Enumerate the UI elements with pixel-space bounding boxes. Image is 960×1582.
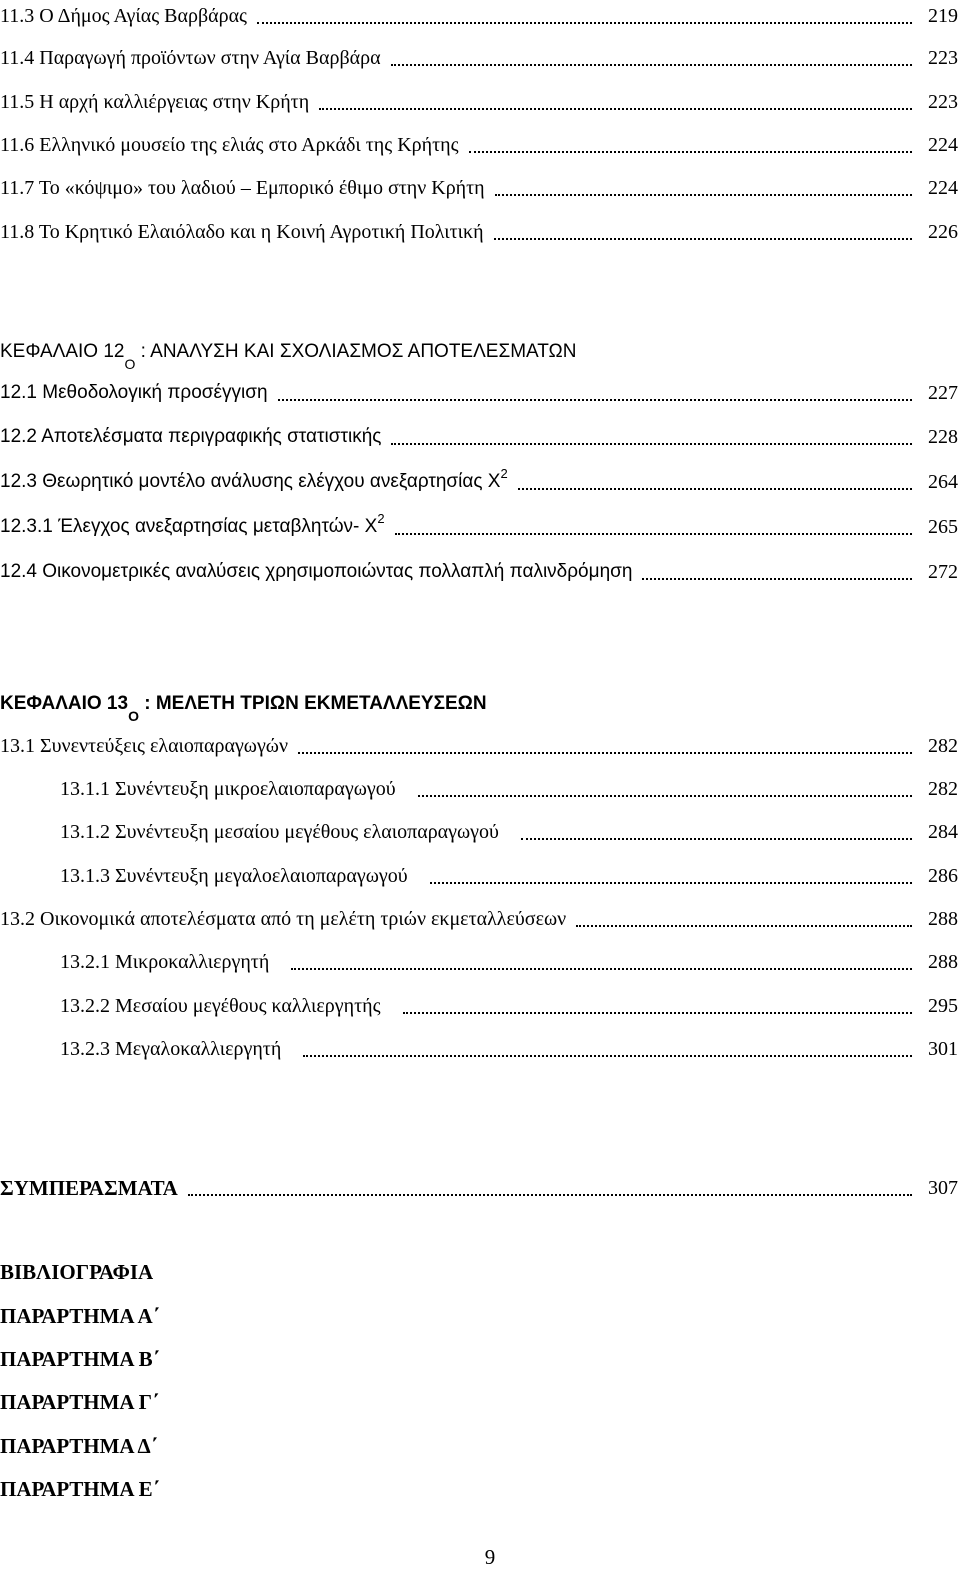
toc-entry-title: 12.3 Θεωρητικό μοντέλο ανάλυσης ελέγχου ανεξαρτησίας $X^2$ xyxy=(0,466,508,492)
toc-entry-page: 265 xyxy=(928,516,958,538)
chapter-title: : ΜΕΛΕΤΗ ΤΡΙΩΝ ΕΚΜΕΤΑΛΛΕΥΣΕΩΝ xyxy=(144,693,487,714)
toc-entry-page: 264 xyxy=(928,471,958,493)
toc-entry-13-1-2[interactable] xyxy=(0,816,960,844)
dot-leader xyxy=(291,968,912,970)
toc-entry-title: 13.2.3 Μεγαλοκαλλιεργητή xyxy=(60,1038,282,1060)
toc-entry-page: 219 xyxy=(928,5,958,27)
toc-entry-11-3[interactable] xyxy=(0,0,960,28)
dot-leader xyxy=(642,578,912,580)
toc-entry-page: 224 xyxy=(928,134,958,156)
dot-leader xyxy=(303,1055,912,1057)
toc-appendix-a[interactable]: ΠΑΡΑΡΤΗΜΑ Α΄ xyxy=(0,1304,160,1328)
toc-entry-title: 11.5 Η αρχή καλλιέργειας στην Κρήτη xyxy=(0,91,310,113)
toc-entry-13-1-1[interactable] xyxy=(0,773,960,801)
toc-entry-title: 13.1.2 Συνέντευξη μεσαίου μεγέθους ελαιοπαραγωγού xyxy=(60,821,499,843)
toc-entry-13-2[interactable] xyxy=(0,903,960,931)
toc-entry-title: 11.7 Το «κόψιμο» του λαδιού – Εμπορικό έθιμο στην Κρήτη xyxy=(0,177,485,199)
page-number: 9 xyxy=(484,1545,496,1569)
toc-entry-12-1[interactable] xyxy=(0,377,960,405)
chapter-12-heading[interactable]: ΚΕΦΑΛΑΙΟ 12 Ο : ΑΝΑΛΥΣΗ ΚΑΙ ΣΧΟΛΙΑΣΜΟΣ ΑΠΟΤΕΛΕΣΜΑΤΩΝ xyxy=(0,341,577,372)
toc-entry-11-7[interactable] xyxy=(0,172,960,200)
dot-leader xyxy=(430,882,912,884)
chapter-title: : ΑΝΑΛΥΣΗ ΚΑΙ ΣΧΟΛΙΑΣΜΟΣ ΑΠΟΤΕΛΕΣΜΑΤΩΝ xyxy=(140,341,577,362)
toc-entry-page: 288 xyxy=(928,951,958,973)
dot-leader xyxy=(391,443,912,445)
toc-entry-title: 13.1.1 Συνέντευξη μικροελαιοπαραγωγού xyxy=(60,778,396,800)
chapter-prefix: ΚΕΦΑΛΑΙΟ 12 xyxy=(0,341,125,362)
toc-entry-title: 12.4 Οικονομετρικές αναλύσεις χρησιμοποιώντας πολλαπλή παλινδρόμηση xyxy=(0,561,633,582)
toc-entry-title: 11.3 Ο Δήμος Αγίας Βαρβάρας xyxy=(0,5,247,27)
toc-appendix-d[interactable]: ΠΑΡΑΡΤΗΜΑ Δ΄ xyxy=(0,1434,158,1458)
toc-entry-title: 11.4 Παραγωγή προϊόντων στην Αγία Βαρβάρα xyxy=(0,47,381,69)
toc-entry-11-4[interactable] xyxy=(0,42,960,70)
dot-leader xyxy=(469,151,913,153)
toc-entry-title: 13.2.2 Μεσαίου μεγέθους καλλιεργητής xyxy=(60,995,381,1017)
dot-leader xyxy=(278,399,912,401)
toc-entry-12-3[interactable] xyxy=(0,466,960,494)
toc-entry-page: 223 xyxy=(928,47,958,69)
toc-entry-12-4[interactable] xyxy=(0,556,960,584)
dot-leader xyxy=(518,488,912,490)
toc-entry-title: ΣΥΜΠΕΡΑΣΜΑΤΑ xyxy=(0,1176,178,1200)
toc-entry-page: 228 xyxy=(928,426,958,448)
toc-entry-title: 13.2.1 Μικροκαλλιεργητή xyxy=(60,951,270,973)
dot-leader xyxy=(257,22,912,24)
dot-leader xyxy=(418,795,912,797)
toc-entry-11-8[interactable] xyxy=(0,216,960,244)
toc-entry-page: 224 xyxy=(928,177,958,199)
toc-entry-page: 307 xyxy=(928,1177,958,1199)
chapter-prefix: ΚΕΦΑΛΑΙΟ 13 xyxy=(0,693,129,714)
toc-entry-13-1[interactable] xyxy=(0,730,960,758)
toc-appendix-e[interactable]: ΠΑΡΑΡΤΗΜΑ Ε΄ xyxy=(0,1477,160,1501)
toc-entry-page: 284 xyxy=(928,821,958,843)
toc-entry-13-1-3[interactable] xyxy=(0,860,960,888)
toc-entry-page: 282 xyxy=(928,778,958,800)
dot-leader xyxy=(188,1194,912,1196)
toc-entry-conclusions[interactable] xyxy=(0,1172,960,1200)
chapter-13-heading[interactable]: ΚΕΦΑΛΑΙΟ 13 Ο : ΜΕΛΕΤΗ ΤΡΙΩΝ ΕΚΜΕΤΑΛΛΕΥΣΕΩΝ xyxy=(0,693,487,724)
dot-leader xyxy=(403,1012,913,1014)
toc-entry-13-2-1[interactable] xyxy=(0,946,960,974)
dot-leader xyxy=(298,752,912,754)
toc-appendix-c[interactable]: ΠΑΡΑΡΤΗΜΑ Γ΄ xyxy=(0,1390,160,1414)
toc-entry-page: 226 xyxy=(928,221,958,243)
dot-leader xyxy=(319,108,912,110)
toc-entry-page: 223 xyxy=(928,91,958,113)
toc-appendix-b[interactable]: ΠΑΡΑΡΤΗΜΑ Β΄ xyxy=(0,1347,160,1371)
toc-bibliography[interactable]: ΒΙΒΛΙΟΓΡΑΦΙΑ xyxy=(0,1260,154,1284)
toc-entry-page: 301 xyxy=(928,1038,958,1060)
toc-entry-11-6[interactable] xyxy=(0,129,960,157)
toc-entry-12-3-1[interactable] xyxy=(0,511,960,539)
toc-entry-page: 272 xyxy=(928,561,958,583)
dot-leader xyxy=(395,533,912,535)
toc-entry-page: 288 xyxy=(928,908,958,930)
toc-entry-title: 13.2 Οικονομικά αποτελέσματα από τη μελέτη τριών εκμεταλλεύσεων xyxy=(0,908,567,930)
dot-leader xyxy=(494,238,912,240)
toc-entry-12-2[interactable] xyxy=(0,421,960,449)
dot-leader xyxy=(576,925,912,927)
dot-leader xyxy=(495,194,912,196)
toc-entry-11-5[interactable] xyxy=(0,86,960,114)
toc-entry-title: 13.1 Συνεντεύξεις ελαιοπαραγωγών xyxy=(0,735,289,757)
toc-entry-title: 13.1.3 Συνέντευξη μεγαλοελαιοπαραγωγού xyxy=(60,865,408,887)
toc-entry-13-2-2[interactable] xyxy=(0,990,960,1018)
toc-entry-title: 12.3.1 Έλεγχος ανεξαρτησίας μεταβλητών- $X^2$ xyxy=(0,511,385,537)
toc-entry-page: 282 xyxy=(928,735,958,757)
toc-entry-title: 11.6 Ελληνικό μουσείο της ελιάς στο Αρκάδι της Κρήτης xyxy=(0,134,459,156)
toc-entry-13-2-3[interactable] xyxy=(0,1033,960,1061)
toc-entry-page: 286 xyxy=(928,865,958,887)
toc-entry-title: 12.1 Μεθοδολογική προσέγγιση xyxy=(0,382,268,403)
toc-entry-title: 11.8 Το Κρητικό Ελαιόλαδο και η Κοινή Αγροτική Πολιτική xyxy=(0,221,484,243)
toc-entry-page: 295 xyxy=(928,995,958,1017)
toc-entry-page: 227 xyxy=(928,382,958,404)
dot-leader xyxy=(521,838,912,840)
dot-leader xyxy=(391,64,912,66)
toc-entry-title: 12.2 Αποτελέσματα περιγραφικής στατιστικής xyxy=(0,426,382,447)
